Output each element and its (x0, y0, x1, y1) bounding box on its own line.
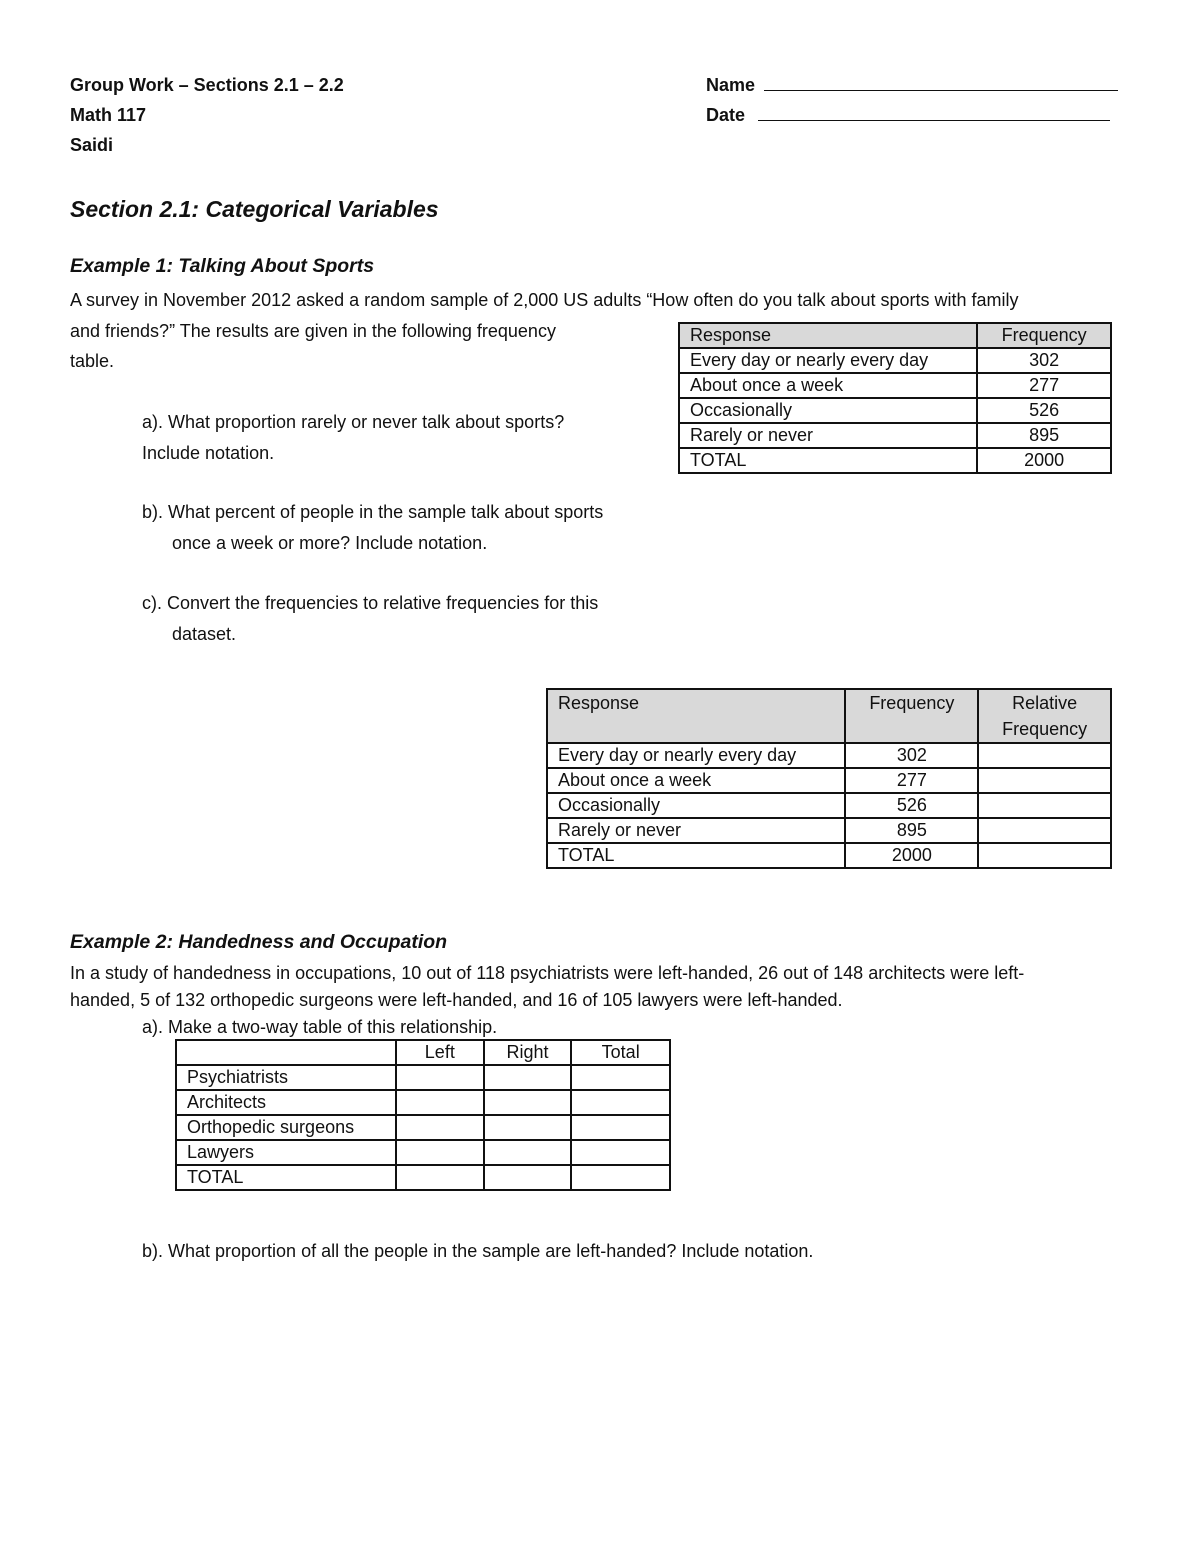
answer-cell[interactable] (484, 1065, 572, 1090)
answer-cell[interactable] (484, 1165, 572, 1190)
example1-intro-line2: and friends?” The results are given in the following frequency (70, 320, 556, 341)
example2-title: Example 2: Handedness and Occupation (70, 931, 448, 953)
answer-cell[interactable] (484, 1090, 572, 1115)
question-b-line2: once a week or more? Include notation. (172, 532, 488, 553)
date-line[interactable] (758, 102, 1110, 121)
header-instructor: Saidi (70, 135, 114, 155)
occupation-cell: Lawyers (176, 1140, 396, 1165)
name-date-fields (706, 70, 1118, 130)
header-course: Math 117 (70, 105, 147, 125)
frequency-cell: 302 (977, 348, 1111, 373)
answer-cell[interactable] (396, 1090, 484, 1115)
header-relative: Relative (1012, 693, 1078, 713)
response-cell: About once a week (679, 373, 977, 398)
example2-intro (70, 960, 1024, 1014)
table-row (547, 793, 1111, 818)
table-row (547, 818, 1111, 843)
section-title: Section 2.1: Categorical Variables (70, 196, 439, 222)
table-row (176, 1140, 670, 1165)
answer-cell[interactable] (571, 1065, 670, 1090)
header-cell: Right (484, 1040, 572, 1065)
frequency-cell: 895 (977, 423, 1111, 448)
response-cell: TOTAL (679, 448, 977, 473)
response-cell: Occasionally (547, 793, 845, 818)
table-header-row (176, 1040, 670, 1065)
table-header-row (679, 323, 1111, 348)
header-title: Group Work – Sections 2.1 – 2.2 (70, 75, 344, 95)
response-cell: Every day or nearly every day (679, 348, 977, 373)
question-c-line2: dataset. (172, 623, 237, 644)
table-row (547, 743, 1111, 768)
frequency-cell: 277 (845, 768, 978, 793)
header-cell: Left (396, 1040, 484, 1065)
name-line[interactable] (764, 72, 1118, 91)
response-cell: Rarely or never (679, 423, 977, 448)
date-label: Date (706, 105, 746, 125)
table-header-row (547, 689, 1111, 743)
example1-question-a (142, 407, 564, 468)
relative-frequency-cell[interactable] (978, 743, 1111, 768)
answer-cell[interactable] (484, 1115, 572, 1140)
example1-intro-line3: table. (70, 351, 115, 371)
response-cell: TOTAL (547, 843, 845, 868)
answer-cell[interactable] (396, 1065, 484, 1090)
header-cell: Total (571, 1040, 670, 1065)
header-cell (978, 689, 1111, 743)
relative-frequency-cell[interactable] (978, 818, 1111, 843)
question-b-line1: b). What percent of people in the sample talk about sports (142, 502, 604, 522)
example2-question-b: b). What proportion of all the people in the sample are left-handed? Include notation. (142, 1241, 814, 1261)
response-cell: Occasionally (679, 398, 977, 423)
question-a-line2: Include notation. (142, 442, 275, 463)
example1-question-c (142, 588, 598, 649)
answer-cell[interactable] (571, 1090, 670, 1115)
table-row (679, 448, 1111, 473)
table-row (679, 398, 1111, 423)
frequency-cell: 526 (845, 793, 978, 818)
relative-frequency-cell[interactable] (978, 793, 1111, 818)
example2-intro-line2: handed, 5 of 132 orthopedic surgeons were left-handed, and 16 of 105 lawyers were left-handed. (70, 990, 843, 1010)
relative-frequency-cell[interactable] (978, 768, 1111, 793)
response-cell: Rarely or never (547, 818, 845, 843)
relative-frequency-table (546, 688, 1112, 869)
frequency-cell: 526 (977, 398, 1111, 423)
table-row (547, 768, 1111, 793)
answer-cell[interactable] (571, 1115, 670, 1140)
occupation-cell: TOTAL (176, 1165, 396, 1190)
example1-title: Example 1: Talking About Sports (70, 255, 375, 277)
answer-cell[interactable] (571, 1140, 670, 1165)
course-header (70, 70, 344, 160)
name-label: Name (706, 75, 756, 95)
header-cell (176, 1040, 396, 1065)
answer-cell[interactable] (396, 1140, 484, 1165)
header-cell: Frequency (845, 689, 978, 743)
frequency-cell: 2000 (845, 843, 978, 868)
table-row (679, 373, 1111, 398)
occupation-cell: Orthopedic surgeons (176, 1115, 396, 1140)
response-cell: Every day or nearly every day (547, 743, 845, 768)
table-row (176, 1165, 670, 1190)
occupation-cell: Psychiatrists (176, 1065, 396, 1090)
example1-question-b (142, 497, 603, 558)
header-frequency: Frequency (1002, 719, 1088, 739)
date-field[interactable] (706, 100, 1118, 130)
answer-cell[interactable] (571, 1165, 670, 1190)
question-a-line1: a). What proportion rarely or never talk about sports? (142, 412, 565, 432)
example2-intro-line1: In a study of handedness in occupations, 10 out of 118 psychiatrists were left-handed, 26 out of 148 architects were left- (70, 963, 1025, 983)
example2-question-a: a). Make a two-way table of this relationship. (142, 1017, 498, 1037)
frequency-cell: 2000 (977, 448, 1111, 473)
table-row (176, 1090, 670, 1115)
example1-intro-line1: A survey in November 2012 asked a random sample of 2,000 US adults “How often do you talk about sports with family (70, 290, 1019, 310)
header-cell: Frequency (977, 323, 1111, 348)
table-row (679, 348, 1111, 373)
header-cell: Response (547, 689, 845, 743)
frequency-cell: 277 (977, 373, 1111, 398)
two-way-table (175, 1039, 671, 1191)
table-row (176, 1115, 670, 1140)
occupation-cell: Architects (176, 1090, 396, 1115)
table-row (547, 843, 1111, 868)
response-cell: About once a week (547, 768, 845, 793)
answer-cell[interactable] (396, 1115, 484, 1140)
table-row (679, 423, 1111, 448)
answer-cell[interactable] (484, 1140, 572, 1165)
frequency-cell: 302 (845, 743, 978, 768)
answer-cell[interactable] (396, 1165, 484, 1190)
header-cell: Response (679, 323, 977, 348)
relative-frequency-cell[interactable] (978, 843, 1111, 868)
table-row (176, 1065, 670, 1090)
frequency-table (678, 322, 1112, 474)
question-c-line1: c). Convert the frequencies to relative frequencies for this (142, 593, 599, 613)
name-field[interactable] (706, 70, 1118, 100)
frequency-cell: 895 (845, 818, 978, 843)
